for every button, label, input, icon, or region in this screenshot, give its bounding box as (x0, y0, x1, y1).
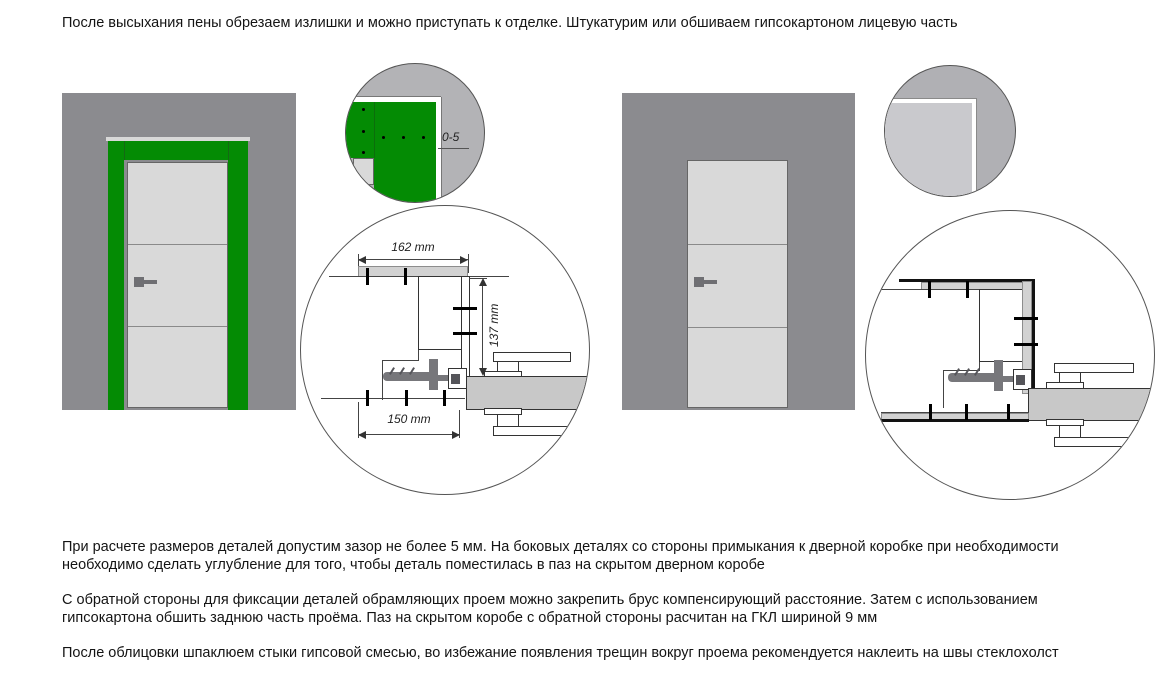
screw-tick (405, 390, 408, 406)
screw-tick (929, 404, 932, 420)
extension-line (468, 254, 469, 273)
frame-corner-seam (228, 141, 229, 160)
notch-line (943, 370, 980, 371)
green-frame-left (108, 141, 124, 410)
door-handle-lever (704, 280, 717, 284)
screw-tick (966, 281, 969, 298)
section-circle-dimensions (300, 205, 590, 495)
screw-dot (362, 130, 365, 133)
dim-150-label: 150 mm (387, 412, 431, 426)
frame-corner-seam (124, 141, 125, 160)
detail-circle-finished-corner (884, 65, 1016, 197)
jamb-block (353, 158, 374, 185)
frame-jamb (461, 276, 470, 377)
gap-dimension-label: 0-5 (442, 130, 460, 144)
jamb-screw-tick (1014, 317, 1038, 320)
door-leaf-section (1028, 388, 1155, 421)
dim-162-label: 162 mm (391, 240, 435, 254)
dim-arrow (452, 431, 460, 439)
door-panel-line (688, 244, 787, 245)
jamb-screw-tick (1014, 343, 1038, 346)
screw-dot (382, 136, 385, 139)
paragraph-back-side: С обратной стороны для фиксации деталей обрамляющих проем можно закрепить брус компенсирующий расстояние. Затем с использованием гипсокартона обшить заднюю часть проёма. Паз на скрытом коробе с обратной стороны расчитан на ГКЛ шириной 9 мм (62, 592, 1038, 627)
detail-circle-gap (345, 63, 485, 203)
screw-dot (362, 151, 365, 154)
paragraph-gap-rule: При расчете размеров деталей допустим зазор не более 5 мм. На боковых деталях со стороны примыкания к дверной коробке при необходимости необходимо сделать углубление для того, чтобы деталь поместилась в паз на скрытом дверном коробе (62, 539, 1059, 574)
gap-line-side (436, 97, 441, 203)
section-circle-finished (865, 210, 1155, 500)
green-panel-section (374, 102, 436, 203)
right-wall (622, 93, 855, 410)
screw-tick (366, 390, 369, 406)
screw-tick (443, 390, 446, 406)
left-wall (62, 93, 296, 410)
notch-line (382, 360, 383, 400)
door-panel-line (688, 327, 787, 328)
screw-dot (402, 136, 405, 139)
paragraph-finishing: После облицовки шпаклюем стыки гипсовой смесью, во избежание появления трещин вокруг проема рекомендуется наклеить на швы стеклохолст (62, 645, 1059, 661)
plaster-face-line-side (1032, 279, 1035, 396)
door-leaf-front (127, 162, 228, 408)
notch-line (943, 370, 944, 408)
screw-tick (404, 268, 407, 285)
green-panel-wing (346, 102, 374, 158)
dim-arrow (358, 256, 366, 264)
notch-line (382, 360, 419, 361)
screw-dot (362, 108, 365, 111)
corner-finished-panel (885, 103, 972, 197)
dim-arrow (479, 278, 487, 286)
dim-arrow (358, 431, 366, 439)
dim-137-line (482, 280, 483, 374)
jamb-screw-tick (453, 307, 477, 310)
screw-tick (928, 281, 931, 298)
handle-lever-outline (493, 426, 571, 436)
dim-arrow (460, 256, 468, 264)
latch-bolt (1016, 375, 1025, 385)
frame-profile (418, 276, 462, 350)
screw-tick (1007, 404, 1010, 420)
jamb-screw-tick (453, 332, 477, 335)
door-handle (694, 277, 704, 287)
door-leaf-section (466, 376, 590, 410)
door-handle (134, 277, 144, 287)
dim-150-line (358, 434, 460, 435)
top-instruction-text: После высыхания пены обрезаем излишки и можно приступать к отделке. Штукатурим или обшиваем гипсокартоном лицевую часть (62, 15, 958, 31)
panel-seam (374, 102, 375, 158)
door-handle-lever (144, 280, 157, 284)
anchor-washer (429, 359, 438, 390)
green-frame-top (108, 141, 248, 160)
notch-line (418, 350, 419, 360)
door-panel-line (128, 326, 227, 327)
green-frame-right (228, 141, 248, 410)
door-panel-line (128, 244, 227, 245)
anchor-washer (994, 360, 1003, 391)
screw-tick (366, 268, 369, 285)
gap-dimension-line (438, 148, 469, 149)
screw-tick (965, 404, 968, 420)
latch-bolt (451, 374, 460, 384)
handle-lever-outline (1054, 437, 1134, 447)
door-leaf-front-finished (687, 160, 788, 408)
screw-dot (422, 136, 425, 139)
dim-137-label: 137 mm (487, 303, 501, 347)
frame-profile (979, 289, 1023, 362)
dim-162-line (358, 259, 468, 260)
